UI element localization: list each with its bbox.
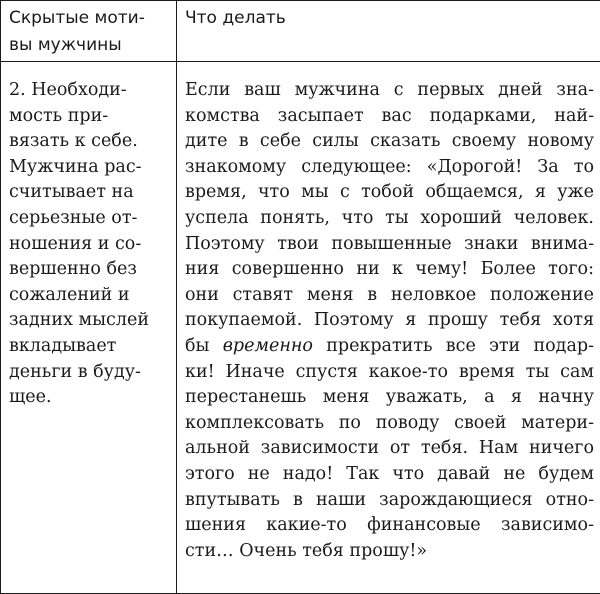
advice-line-emphasis [185,334,594,360]
advice-line: комства засыпает вас подарками, най- [185,105,594,126]
advice-line: ки! Иначе спустя какое-то время ты сам [185,361,594,382]
motive-cell [1,62,177,594]
advice-cell [177,62,600,594]
advice-line: успела понять, что ты хороший человек. [185,207,594,228]
motive-line: ношения и со- [9,233,142,254]
header-what-to-do: Что делать [185,8,286,28]
motive-line: Мужчина рас- [9,156,142,177]
header-motives-line: Скрытые моти- [9,8,145,28]
motive-line: считывает на [9,182,134,203]
motive-line: задних мыслей [9,310,149,331]
motive-line: вкладывает [9,335,117,356]
advice-line: альной зависимости от тебя. Нам ничего [185,438,594,459]
advice-line: этого не надо! Так что давай не будем [185,463,594,484]
advice-line: дите в себе силы сказать своему новому [185,131,594,152]
advice-emphasis-word: временно [222,335,313,356]
advice-line: перестанешь меня уважать, а я начну [185,387,594,408]
motive-line: мость при- [9,105,109,126]
advice-line: ния совершенно ни к чему! Более того: [185,259,594,280]
motive-line: вязать к себе. [9,131,138,152]
motive-line: серьезные от- [9,207,138,228]
advice-line: они ставят меня в неловкое положение [185,284,594,305]
header-row [1,1,600,62]
advice-line: знакомому следующее: «Дорогой! За то [185,156,594,177]
motive-line: сожалений и [9,284,130,305]
advice-line: время, что мы с тобой общаемся, я уже [185,182,594,203]
advice-line: Поэтому твои повышенные знаки внима- [185,233,594,254]
advice-line: шения какие-то финансовые зависимо- [185,515,594,536]
header-cell-what-to-do [177,1,600,62]
header-motives-line: вы мужчины [9,35,122,55]
advice-line-last: сти… Очень тебя прошу!» [185,540,428,561]
advice-text: бы [185,335,223,356]
motive-line: щее. [9,387,52,408]
advice-line: впутывать в наши зарождающиеся отно- [185,489,594,510]
header-cell-motives [1,1,177,62]
motive-line: вершенно без [9,259,137,280]
motive-line: 2. Необходи- [9,80,127,100]
advice-line: комплексовать по поводу своей матери- [185,412,594,433]
advice-text: прекратить все эти подар- [312,335,595,356]
advice-line: покупаемой. Поэтому я прошу тебя хотя [185,310,594,331]
table-row [1,62,600,594]
motive-line: деньги в буду- [9,361,141,382]
advice-line: Если ваш мужчина с первых дней зна- [185,80,594,100]
